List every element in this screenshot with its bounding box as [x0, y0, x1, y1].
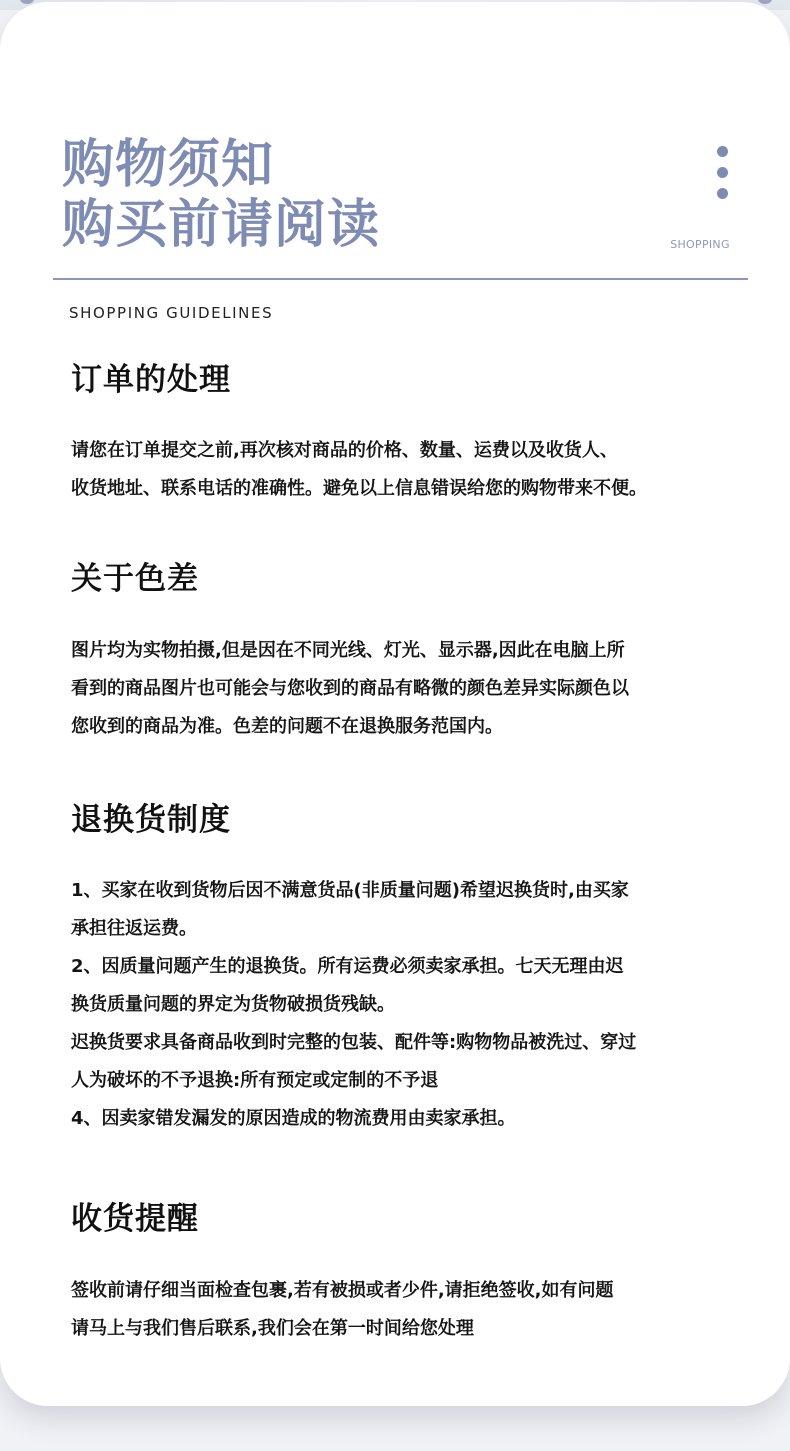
- title-line-1: 购物须知: [62, 135, 275, 195]
- section-heading-color: 关于色差: [71, 561, 199, 597]
- text-line: 承担往返运费。: [71, 918, 197, 939]
- text-line: 您收到的商品为准。色差的问题不在退换服务范国内。: [71, 716, 503, 737]
- text-line: 2、因质量问题产生的退换货。所有运费必须卖家承担。七天无理由迟: [71, 956, 624, 977]
- guidelines-card: [0, 2, 790, 1406]
- text-line: 签收前请仔细当面检查包裹,若有被损或者少件,请拒绝签收,如有问题: [71, 1280, 614, 1301]
- title-line-2: 购买前请阅读: [62, 195, 381, 255]
- text-line: 图片均为实物拍摄,但是因在不同光线、灯光、显示器,因此在电脑上所: [71, 640, 625, 661]
- text-line: 4、因卖家错发漏发的原因造成的物流费用由卖家承担。: [71, 1108, 516, 1129]
- header-divider: [53, 278, 748, 280]
- text-line: 迟换货要求具备商品收到时完整的包装、配件等:购物物品被洗过、穿过: [71, 1032, 637, 1053]
- section-body-returns: [71, 872, 636, 1138]
- more-dots-icon: [717, 146, 729, 209]
- text-line: 请马上与我们售后联系,我们会在第一时间给您处理: [71, 1318, 474, 1339]
- section-heading-receipt: 收货提醒: [71, 1201, 199, 1237]
- shopping-tag: SHOPPING: [670, 238, 730, 251]
- text-line: 看到的商品图片也可能会与您收到的商品有略微的颜色差异实际颜色以: [71, 678, 629, 699]
- section-body-color: [71, 632, 629, 746]
- section-body-order: [71, 432, 647, 508]
- text-line: 1、买家在收到货物后因不满意货品(非质量问题)希望迟换货时,由买家: [71, 880, 629, 901]
- section-body-receipt: [71, 1272, 614, 1348]
- text-line: 人为破坏的不予退换:所有预定或定制的不予退: [71, 1070, 439, 1091]
- text-line: 收货地址、联系电话的准确性。避免以上信息错误给您的购物带来不便。: [71, 478, 647, 499]
- text-line: 请您在订单提交之前,再次核对商品的价格、数量、运费以及收货人、: [71, 440, 618, 461]
- section-heading-order: 订单的处理: [71, 362, 231, 398]
- section-heading-returns: 退换货制度: [71, 802, 231, 838]
- text-line: 换货质量问题的界定为货物破损货残缺。: [71, 994, 395, 1015]
- subtitle: SHOPPING GUIDELINES: [69, 304, 274, 322]
